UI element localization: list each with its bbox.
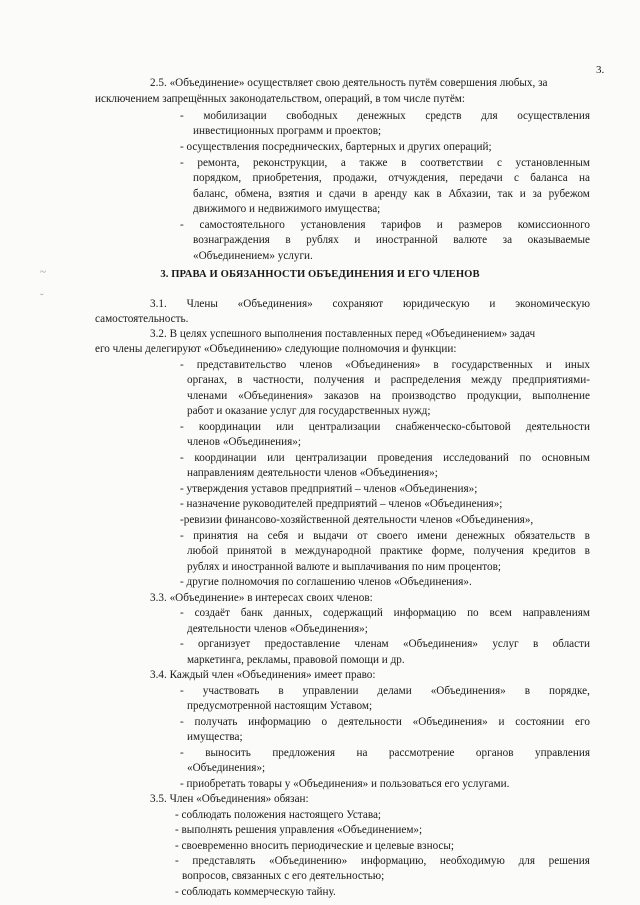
list-item-line: инвестиционных программ и проектов;: [193, 125, 382, 137]
word: выполнение: [532, 390, 590, 402]
list-item-line: [180, 420, 590, 434]
list-item-line: [187, 389, 590, 403]
word: информацию: [393, 607, 457, 619]
list-item-line: [180, 109, 590, 123]
word: распределения: [390, 374, 461, 386]
word: приобретения,: [252, 172, 322, 184]
word: -: [180, 219, 184, 231]
list-item-line: [193, 187, 590, 201]
word: самостоятельного: [199, 219, 285, 231]
word: и: [489, 298, 496, 310]
word: -: [180, 685, 184, 697]
word: предложения: [272, 747, 335, 759]
section-heading: 3. ПРАВА И ОБЯЗАННОСТИ ОБЪЕДИНЕНИЯ И ЕГО ЧЛЕНОВ: [160, 269, 480, 280]
word: имени: [417, 530, 448, 542]
word: денежных: [456, 530, 505, 542]
word: порядком,: [193, 172, 242, 184]
word: баланса: [530, 172, 568, 184]
word: в: [278, 685, 284, 697]
word: вознаграждения: [193, 234, 270, 246]
word: -: [180, 110, 184, 122]
word: деятельности: [337, 716, 402, 728]
word: представительство: [196, 359, 287, 371]
word: информацию,: [360, 855, 427, 867]
word: членов: [299, 359, 333, 371]
word: или: [276, 421, 294, 433]
word: «Объединения»: [402, 638, 478, 650]
word: решения: [548, 855, 590, 867]
word: установленным: [515, 157, 590, 169]
word: так: [497, 188, 513, 200]
word: участвовать: [202, 685, 260, 697]
word: иных: [564, 359, 590, 371]
word: обязательств: [514, 530, 576, 542]
word: и: [545, 359, 552, 371]
list-item-line: - своевременно вносить периодические и целевые взносы;: [175, 840, 455, 852]
word: получения: [313, 374, 365, 386]
list-item-line: [180, 529, 590, 543]
word: Абхазии,: [448, 188, 491, 200]
list-item-line: - выполнять решения управления «Объединением»;: [175, 824, 423, 836]
word: по: [467, 607, 479, 619]
word: частности,: [252, 374, 304, 386]
word: соответствии: [420, 157, 484, 169]
word: направлениям: [522, 607, 590, 619]
word: или: [267, 452, 285, 464]
word: рассмотрение: [388, 747, 455, 759]
word: принятия: [193, 530, 238, 542]
word: любой: [187, 545, 219, 557]
word: продажи,: [333, 172, 378, 184]
word: заказов: [324, 390, 359, 402]
word: «Объединения»: [412, 716, 488, 728]
word: данных,: [273, 607, 313, 619]
word: свободных: [286, 110, 338, 122]
paragraph-line: исключением запрещённых законодательством, операций, в том числе путём:: [95, 93, 465, 105]
list-item-line: [180, 637, 590, 651]
list-item-line: - осуществления посреднических, бартерных и других операций;: [180, 141, 492, 153]
word: реконструкции,: [253, 157, 328, 169]
word: создаёт: [194, 607, 230, 619]
list-item-line: движимого и недвижимого имущества;: [193, 203, 381, 215]
word: осуществления: [517, 110, 590, 122]
word: себя: [267, 530, 289, 542]
list-item-line: - приобретать товары у «Объединения» и пользоваться его услугами.: [180, 778, 510, 790]
word: исследований: [443, 452, 509, 464]
margin-mark: ~: [40, 266, 46, 278]
word: также: [359, 157, 388, 169]
word: для: [481, 110, 498, 122]
word: денежных: [357, 110, 406, 122]
word: -: [180, 607, 184, 619]
word: предприятиями-: [512, 374, 590, 386]
list-item-line: деятельности членов «Объединения»;: [187, 623, 368, 635]
list-item-line: имущества;: [187, 731, 243, 743]
word: проведения: [377, 452, 433, 464]
word: с: [496, 157, 502, 169]
word: юридическую: [402, 298, 470, 310]
word: координации: [198, 421, 261, 433]
word: органах,: [187, 374, 228, 386]
word: в: [237, 374, 243, 386]
word: органов: [475, 747, 514, 759]
word: банк: [240, 607, 263, 619]
word: установления: [300, 219, 366, 231]
word: валюте: [453, 234, 488, 246]
word: получения: [473, 545, 524, 557]
word: за: [532, 188, 542, 200]
word: -: [180, 530, 184, 542]
word: выдачи: [313, 530, 348, 542]
word: отчуждения,: [388, 172, 449, 184]
word: в: [362, 188, 368, 200]
word: «Объединения»: [430, 685, 506, 697]
word: в: [436, 188, 442, 200]
list-item-line: направлениям деятельности членов «Объединения»;: [187, 467, 438, 479]
list-item-line: - соблюдать коммерческую тайну.: [175, 886, 336, 898]
word: по: [519, 452, 532, 464]
word: -: [180, 716, 184, 728]
word: передачи: [459, 172, 503, 184]
word: продукции,: [467, 390, 522, 402]
word: членам: [354, 638, 389, 650]
word: мобилизации: [203, 110, 267, 122]
word: и: [374, 374, 381, 386]
list-item-line: рублях и иностранной валюте и выплачивания по ним процентов;: [187, 561, 501, 573]
list-item-line: [180, 156, 590, 170]
list-item-line: - назначение руководителей предприятий – членов «Объединения»;: [180, 498, 503, 510]
word: координации: [194, 452, 257, 464]
word: сохраняют: [332, 298, 384, 310]
word: представлять: [192, 855, 256, 867]
list-item-line: [180, 451, 590, 465]
word: основным: [541, 452, 590, 464]
word: -: [180, 157, 184, 169]
list-item-line: [175, 854, 590, 868]
list-item-line: членов «Объединения»;: [187, 436, 301, 448]
word: Члены: [186, 298, 218, 310]
word: и: [297, 530, 304, 542]
word: порядке,: [549, 685, 590, 697]
word: иностранной: [375, 234, 438, 246]
word: «Объединению»: [268, 855, 348, 867]
word: централизации: [295, 452, 367, 464]
word: между: [471, 374, 503, 386]
word: за: [502, 234, 513, 246]
word: необходимую: [439, 855, 505, 867]
word: баланс,: [193, 188, 229, 200]
word: -: [180, 421, 184, 433]
word: предоставление: [264, 638, 341, 650]
list-item-line: предусмотренной настоящим Уставом;: [187, 700, 373, 712]
paragraph-line: 3.2. В целях успешного выполнения поставленных перед «Объединением» задач: [150, 328, 536, 340]
word: деятельности: [525, 421, 590, 433]
paragraph-line: [150, 297, 590, 311]
list-item-line: [180, 746, 590, 760]
word: информацию: [248, 716, 311, 728]
word: с: [513, 172, 519, 184]
word: -: [180, 638, 184, 650]
word: своего: [376, 530, 408, 542]
word: международной: [294, 545, 372, 557]
word: выносить: [205, 747, 251, 759]
word: от: [357, 530, 368, 542]
word: и: [436, 219, 443, 231]
word: оказываемые: [527, 234, 590, 246]
word: практике: [379, 545, 423, 557]
list-item-line: -ревизии финансово-хозяйственной деятельности членов «Объединения»,: [180, 514, 534, 526]
word: на: [579, 172, 590, 184]
word: централизации: [308, 421, 381, 433]
word: в: [280, 545, 287, 557]
word: содержащий: [323, 607, 383, 619]
word: управления: [535, 747, 590, 759]
word: на: [356, 747, 368, 759]
list-item-line: - другие полномочия по соглашению членов «Объединения».: [180, 576, 472, 588]
word: снабженческо-сбытовой: [395, 421, 511, 433]
word: рубежом: [548, 188, 590, 200]
word: в: [401, 157, 407, 169]
word: на: [247, 530, 259, 542]
paragraph-line: самостоятельность.: [95, 313, 189, 325]
word: кредитов: [532, 545, 576, 557]
word: взятия: [278, 188, 310, 200]
word: для: [518, 855, 535, 867]
paragraph-line: 2.5. «Объединение» осуществляет свою деятельность путём совершения любых, за: [150, 77, 548, 89]
word: и: [498, 716, 505, 728]
list-item-line: [180, 606, 590, 620]
word: и: [519, 188, 526, 200]
word: аренду: [374, 188, 408, 200]
paragraph-line: 3.4. Каждый член «Объединения» имеет право:: [150, 669, 376, 681]
word: в: [433, 359, 439, 371]
list-item-line: [180, 218, 590, 232]
word: -: [180, 359, 184, 371]
word: средств: [425, 110, 462, 122]
word: сдачи: [328, 188, 356, 200]
word: в: [584, 545, 590, 557]
word: -: [180, 452, 184, 464]
word: в: [532, 638, 539, 650]
list-item-line: работ и оказание услуг для государственных нужд;: [187, 405, 431, 417]
word: «Объединения»: [345, 359, 421, 371]
word: делами: [377, 685, 412, 697]
word: услуг: [492, 638, 519, 650]
word: «Объединения»: [238, 390, 314, 402]
word: обмена,: [234, 188, 272, 200]
word: в: [584, 530, 590, 542]
word: всем: [489, 607, 512, 619]
list-item-line: - соблюдать положения настоящего Устава;: [175, 809, 382, 821]
word: и: [316, 188, 323, 200]
paragraph-line: 3.5. Член «Объединения» обязан:: [150, 793, 309, 805]
list-item-line: [193, 233, 590, 247]
word: 3.1.: [150, 298, 167, 310]
list-item-line: [193, 171, 590, 185]
word: области: [552, 638, 590, 650]
list-item-line: [180, 358, 590, 372]
word: принятой: [227, 545, 273, 557]
word: в: [285, 234, 291, 246]
list-item-line: [187, 544, 590, 558]
list-item-line: маркетинга, рекламы, правовой помощи и др.: [187, 654, 405, 666]
word: состоянии: [515, 716, 565, 728]
word: его: [575, 716, 590, 728]
list-item-line: «Объединением» услуги.: [193, 250, 313, 262]
list-item-line: [187, 373, 590, 387]
word: экономическую: [515, 298, 590, 310]
margin-mark: ˘: [40, 292, 44, 304]
list-item-line: - утверждения уставов предприятий – членов «Объединения»;: [180, 483, 478, 495]
word: размеров: [458, 219, 502, 231]
word: членами: [187, 390, 228, 402]
word: как: [413, 188, 430, 200]
word: государственных: [451, 359, 533, 371]
word: -: [180, 747, 184, 759]
word: форме,: [431, 545, 465, 557]
word: управлении: [302, 685, 359, 697]
paragraph-line: 3.3. «Объединение» в интересах своих членов:: [150, 592, 373, 604]
word: производство: [391, 390, 457, 402]
list-item-line: вопросов, связанных с его деятельностью;: [182, 870, 385, 882]
page-number: 3.: [596, 64, 605, 76]
word: рублях: [306, 234, 339, 246]
word: о: [321, 716, 328, 728]
word: на: [369, 390, 381, 402]
word: -: [175, 855, 179, 867]
word: организует: [198, 638, 251, 650]
list-item-line: [180, 684, 590, 698]
word: в: [524, 685, 531, 697]
word: и: [354, 234, 361, 246]
word: получать: [194, 716, 238, 728]
list-item-line: «Объединения»;: [187, 762, 266, 774]
word: «Объединения»: [237, 298, 313, 310]
word: ремонта,: [197, 157, 240, 169]
word: комиссионного: [517, 219, 590, 231]
list-item-line: [180, 715, 590, 729]
word: тарифов: [381, 219, 421, 231]
paragraph-line: его члены делегируют «Объединению» следующие полномочия и функции:: [95, 343, 457, 355]
word: а: [340, 157, 346, 169]
